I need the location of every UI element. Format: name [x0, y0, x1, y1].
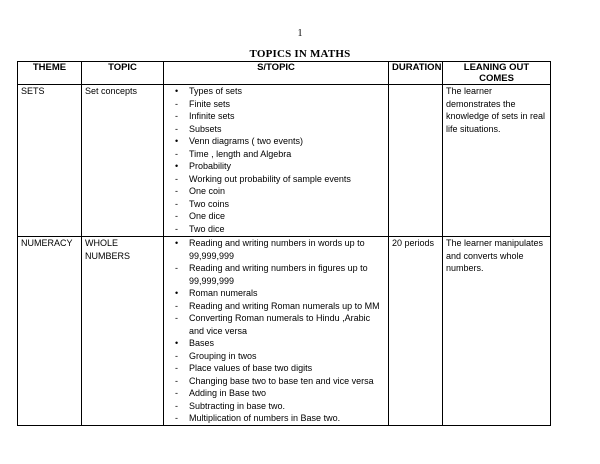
list-marker: -	[175, 98, 178, 109]
subtopic-text: One dice	[189, 211, 226, 221]
subtopic-item	[175, 160, 385, 173]
list-marker: -	[175, 313, 178, 323]
subtopic-text: Roman numerals	[189, 288, 258, 298]
subtopic-item	[175, 262, 385, 287]
outcome-cell: The learner demonstrates the knowledge of sets in real life situations.	[443, 85, 551, 237]
list-marker: •	[175, 288, 179, 298]
subtopic-text: Subsets	[189, 123, 222, 134]
subtopic-text: Reading and writing numbers in figures up to 99,999,999	[189, 263, 368, 286]
list-marker: •	[175, 136, 179, 146]
list-marker: -	[175, 413, 178, 423]
list-marker: -	[175, 375, 178, 386]
list-marker: •	[175, 238, 179, 248]
subtopic-cell	[164, 237, 389, 426]
list-marker: •	[175, 338, 179, 348]
subtopic-text: Time , length and Algebra	[189, 148, 292, 159]
subtopic-text: Changing base two to base ten and vice versa	[189, 375, 374, 386]
header-duration: DURATION	[389, 62, 443, 85]
subtopic-item	[175, 300, 385, 313]
subtopic-item	[175, 123, 385, 136]
list-marker: -	[175, 111, 178, 121]
list-marker: -	[175, 263, 178, 273]
subtopic-text: Place values of base two digits	[189, 363, 313, 373]
subtopic-text: Adding in Base two	[189, 388, 267, 398]
subtopic-cell	[164, 85, 389, 237]
subtopic-item	[175, 237, 385, 262]
subtopic-text: Grouping in twos	[189, 350, 257, 361]
list-marker: -	[175, 173, 178, 184]
subtopic-text: Converting Roman numerals to Hindu ,Arabic and vice versa	[189, 313, 371, 336]
subtopic-item	[175, 223, 385, 236]
subtopic-item	[175, 412, 385, 425]
subtopic-list	[167, 237, 385, 425]
subtopic-text: Working out probability of sample events	[189, 173, 351, 184]
outcome-cell: The learner manipulates and converts whole numbers.	[443, 237, 551, 426]
subtopic-text: Infinite sets	[189, 111, 235, 121]
subtopic-item	[175, 387, 385, 400]
subtopic-text: Subtracting in base two.	[189, 400, 286, 411]
topics-table	[17, 61, 551, 426]
subtopic-item	[175, 362, 385, 375]
header-subtopic: S/TOPIC	[164, 62, 389, 85]
list-marker: -	[175, 148, 178, 159]
duration-cell	[389, 85, 443, 237]
subtopic-item	[175, 287, 385, 300]
header-outcomes: LEANING OUT COMES	[443, 62, 551, 85]
subtopic-text: One coin	[189, 186, 226, 196]
subtopic-list	[167, 85, 385, 235]
subtopic-text: Bases	[189, 338, 215, 348]
subtopic-text: Types of sets	[189, 86, 243, 96]
list-marker: -	[175, 363, 178, 373]
topic-cell: Set concepts	[82, 85, 164, 237]
theme-cell: NUMERACY	[18, 237, 82, 426]
list-marker: -	[175, 223, 178, 234]
subtopic-item	[175, 198, 385, 211]
list-marker: -	[175, 350, 178, 361]
subtopic-text: Finite sets	[189, 98, 231, 109]
list-marker: -	[175, 400, 178, 411]
duration-cell: 20 periods	[389, 237, 443, 426]
page-number: 1	[297, 28, 303, 39]
subtopic-item	[175, 400, 385, 413]
theme-cell: SETS	[18, 85, 82, 237]
list-marker: -	[175, 211, 178, 221]
subtopic-item	[175, 85, 385, 98]
subtopic-item	[175, 350, 385, 363]
list-marker: -	[175, 123, 178, 134]
list-marker: •	[175, 161, 179, 171]
list-marker: -	[175, 388, 178, 398]
subtopic-item	[175, 337, 385, 350]
subtopic-text: Reading and writing Roman numerals up to MM	[189, 300, 380, 311]
subtopic-text: Multiplication of numbers in Base two.	[189, 413, 341, 423]
subtopic-item	[175, 210, 385, 223]
subtopic-item	[175, 148, 385, 161]
subtopic-item	[175, 110, 385, 123]
table-row	[18, 237, 551, 426]
subtopic-text: Two dice	[189, 223, 225, 234]
header-topic: TOPIC	[82, 62, 164, 85]
header-row	[18, 62, 551, 85]
list-marker: -	[175, 300, 178, 311]
list-marker: -	[175, 186, 178, 196]
subtopic-text: Venn diagrams ( two events)	[189, 136, 304, 146]
document-title: TOPICS IN MATHS	[249, 48, 351, 60]
table-row	[18, 85, 551, 237]
list-marker: -	[175, 198, 178, 209]
subtopic-text: Probability	[189, 161, 232, 171]
subtopic-item	[175, 312, 385, 337]
subtopic-item	[175, 375, 385, 388]
subtopic-item	[175, 173, 385, 186]
subtopic-text: Two coins	[189, 198, 230, 209]
header-theme: THEME	[18, 62, 82, 85]
topic-cell: WHOLE NUMBERS	[82, 237, 164, 426]
subtopic-item	[175, 185, 385, 198]
subtopic-text: Reading and writing numbers in words up to 99,999,999	[189, 238, 365, 261]
list-marker: •	[175, 86, 179, 96]
subtopic-item	[175, 98, 385, 111]
subtopic-item	[175, 135, 385, 148]
